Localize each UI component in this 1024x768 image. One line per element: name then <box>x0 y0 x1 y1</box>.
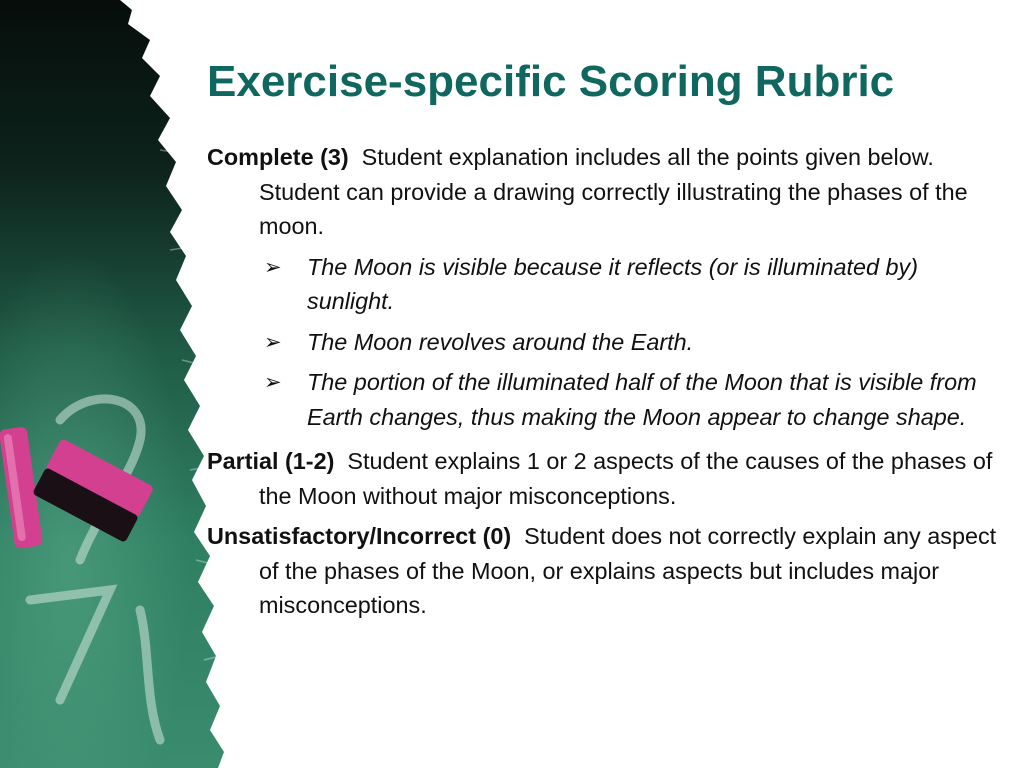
arrow-bullet-icon: ➢ <box>264 329 282 354</box>
rubric-level-complete <box>207 140 1007 244</box>
level-label: Complete (3) <box>207 144 349 170</box>
level-description: Student explains 1 or 2 aspects of the causes of the phases of the Moon without major misconceptions. <box>259 448 993 509</box>
rubric-level-partial <box>207 444 1007 513</box>
level-label: Unsatisfactory/Incorrect (0) <box>207 523 512 549</box>
list-item <box>207 365 1007 434</box>
criterion-text: The Moon revolves around the Earth. <box>307 328 694 355</box>
slide-title: Exercise-specific Scoring Rubric <box>207 57 895 106</box>
arrow-bullet-icon: ➢ <box>264 254 282 279</box>
level-description: Student explanation includes all the points given below. Student can provide a drawing correctly illustrating the phases of the moon. <box>259 144 968 239</box>
list-item <box>207 325 1007 360</box>
rubric-level-unsatisfactory <box>207 519 1007 623</box>
complete-criteria-list <box>207 250 1007 435</box>
criterion-text: The portion of the illuminated half of the Moon that is visible from Earth changes, thus making the Moon appear to change shape. <box>307 369 977 430</box>
level-label: Partial (1-2) <box>207 448 335 474</box>
criterion-text: The Moon is visible because it reflects (or is illuminated by) sunlight. <box>307 253 919 314</box>
level-description: Student does not correctly explain any aspect of the phases of the Moon, or explains aspects but includes major misconceptions. <box>259 523 997 618</box>
arrow-bullet-icon: ➢ <box>264 370 282 394</box>
list-item <box>207 250 1007 319</box>
rubric-content <box>207 140 1007 629</box>
